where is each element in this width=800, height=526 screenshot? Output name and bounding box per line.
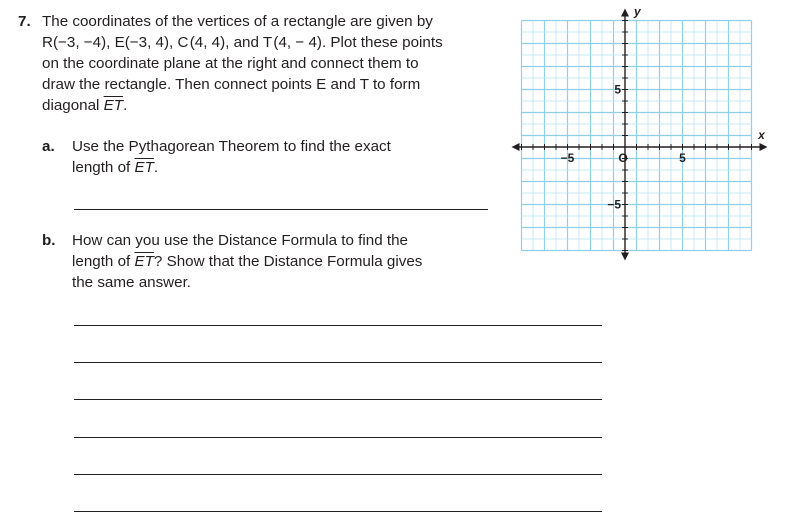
problem-line: The coordinates of the vertices of a rectangle are given by [42,13,433,30]
axis-labels [561,5,767,212]
y-axis-label: y [634,4,641,19]
segment-ET: $\overline{ET}$ [134,159,154,176]
part-b-line: the same answer. [72,274,192,291]
problem-number: 7. [18,13,31,30]
text-fragment: length of [72,253,135,270]
part-a-line: Use the Pythagorean Theorem to find the exact [72,138,391,155]
y-axis-arrow-up [621,9,629,17]
y-tick-label: 5 [614,82,621,97]
x-axis-label: x [758,128,765,142]
text-fragment: diagonal [42,97,104,114]
text-fragment: . [153,159,159,176]
text-fragment: . [123,97,128,114]
x-tick-label: 5 [679,151,686,165]
segment-ET: $\overline{ET}$ [103,97,124,114]
x-axis-arrow-right [760,143,768,151]
text-fragment: ? Show that the Distance Formula gives [153,253,423,270]
segment-ET: $\overline{ET}$ [134,253,154,270]
y-axis-arrow-down [621,253,629,261]
origin-label: O [618,151,628,165]
grid-lines [522,21,752,251]
x-tick-label: −5 [560,151,575,165]
x-axis-arrow-left [512,143,520,151]
problem-line: draw the rectangle. Then connect points E and T to form [42,76,421,93]
problem-line: on the coordinate plane at the right and connect them to [42,55,419,72]
part-a-label: a. [42,138,55,155]
text-fragment: length of [72,159,135,176]
part-b-line: How can you use the Distance Formula to find the [72,232,408,249]
problem-line: R(−3, −4), E(−3, 4), C (4, 4), and T (4, − 4). Plot these points [42,34,443,51]
part-b-label: b. [42,232,56,249]
y-tick-label: −5 [607,197,621,212]
